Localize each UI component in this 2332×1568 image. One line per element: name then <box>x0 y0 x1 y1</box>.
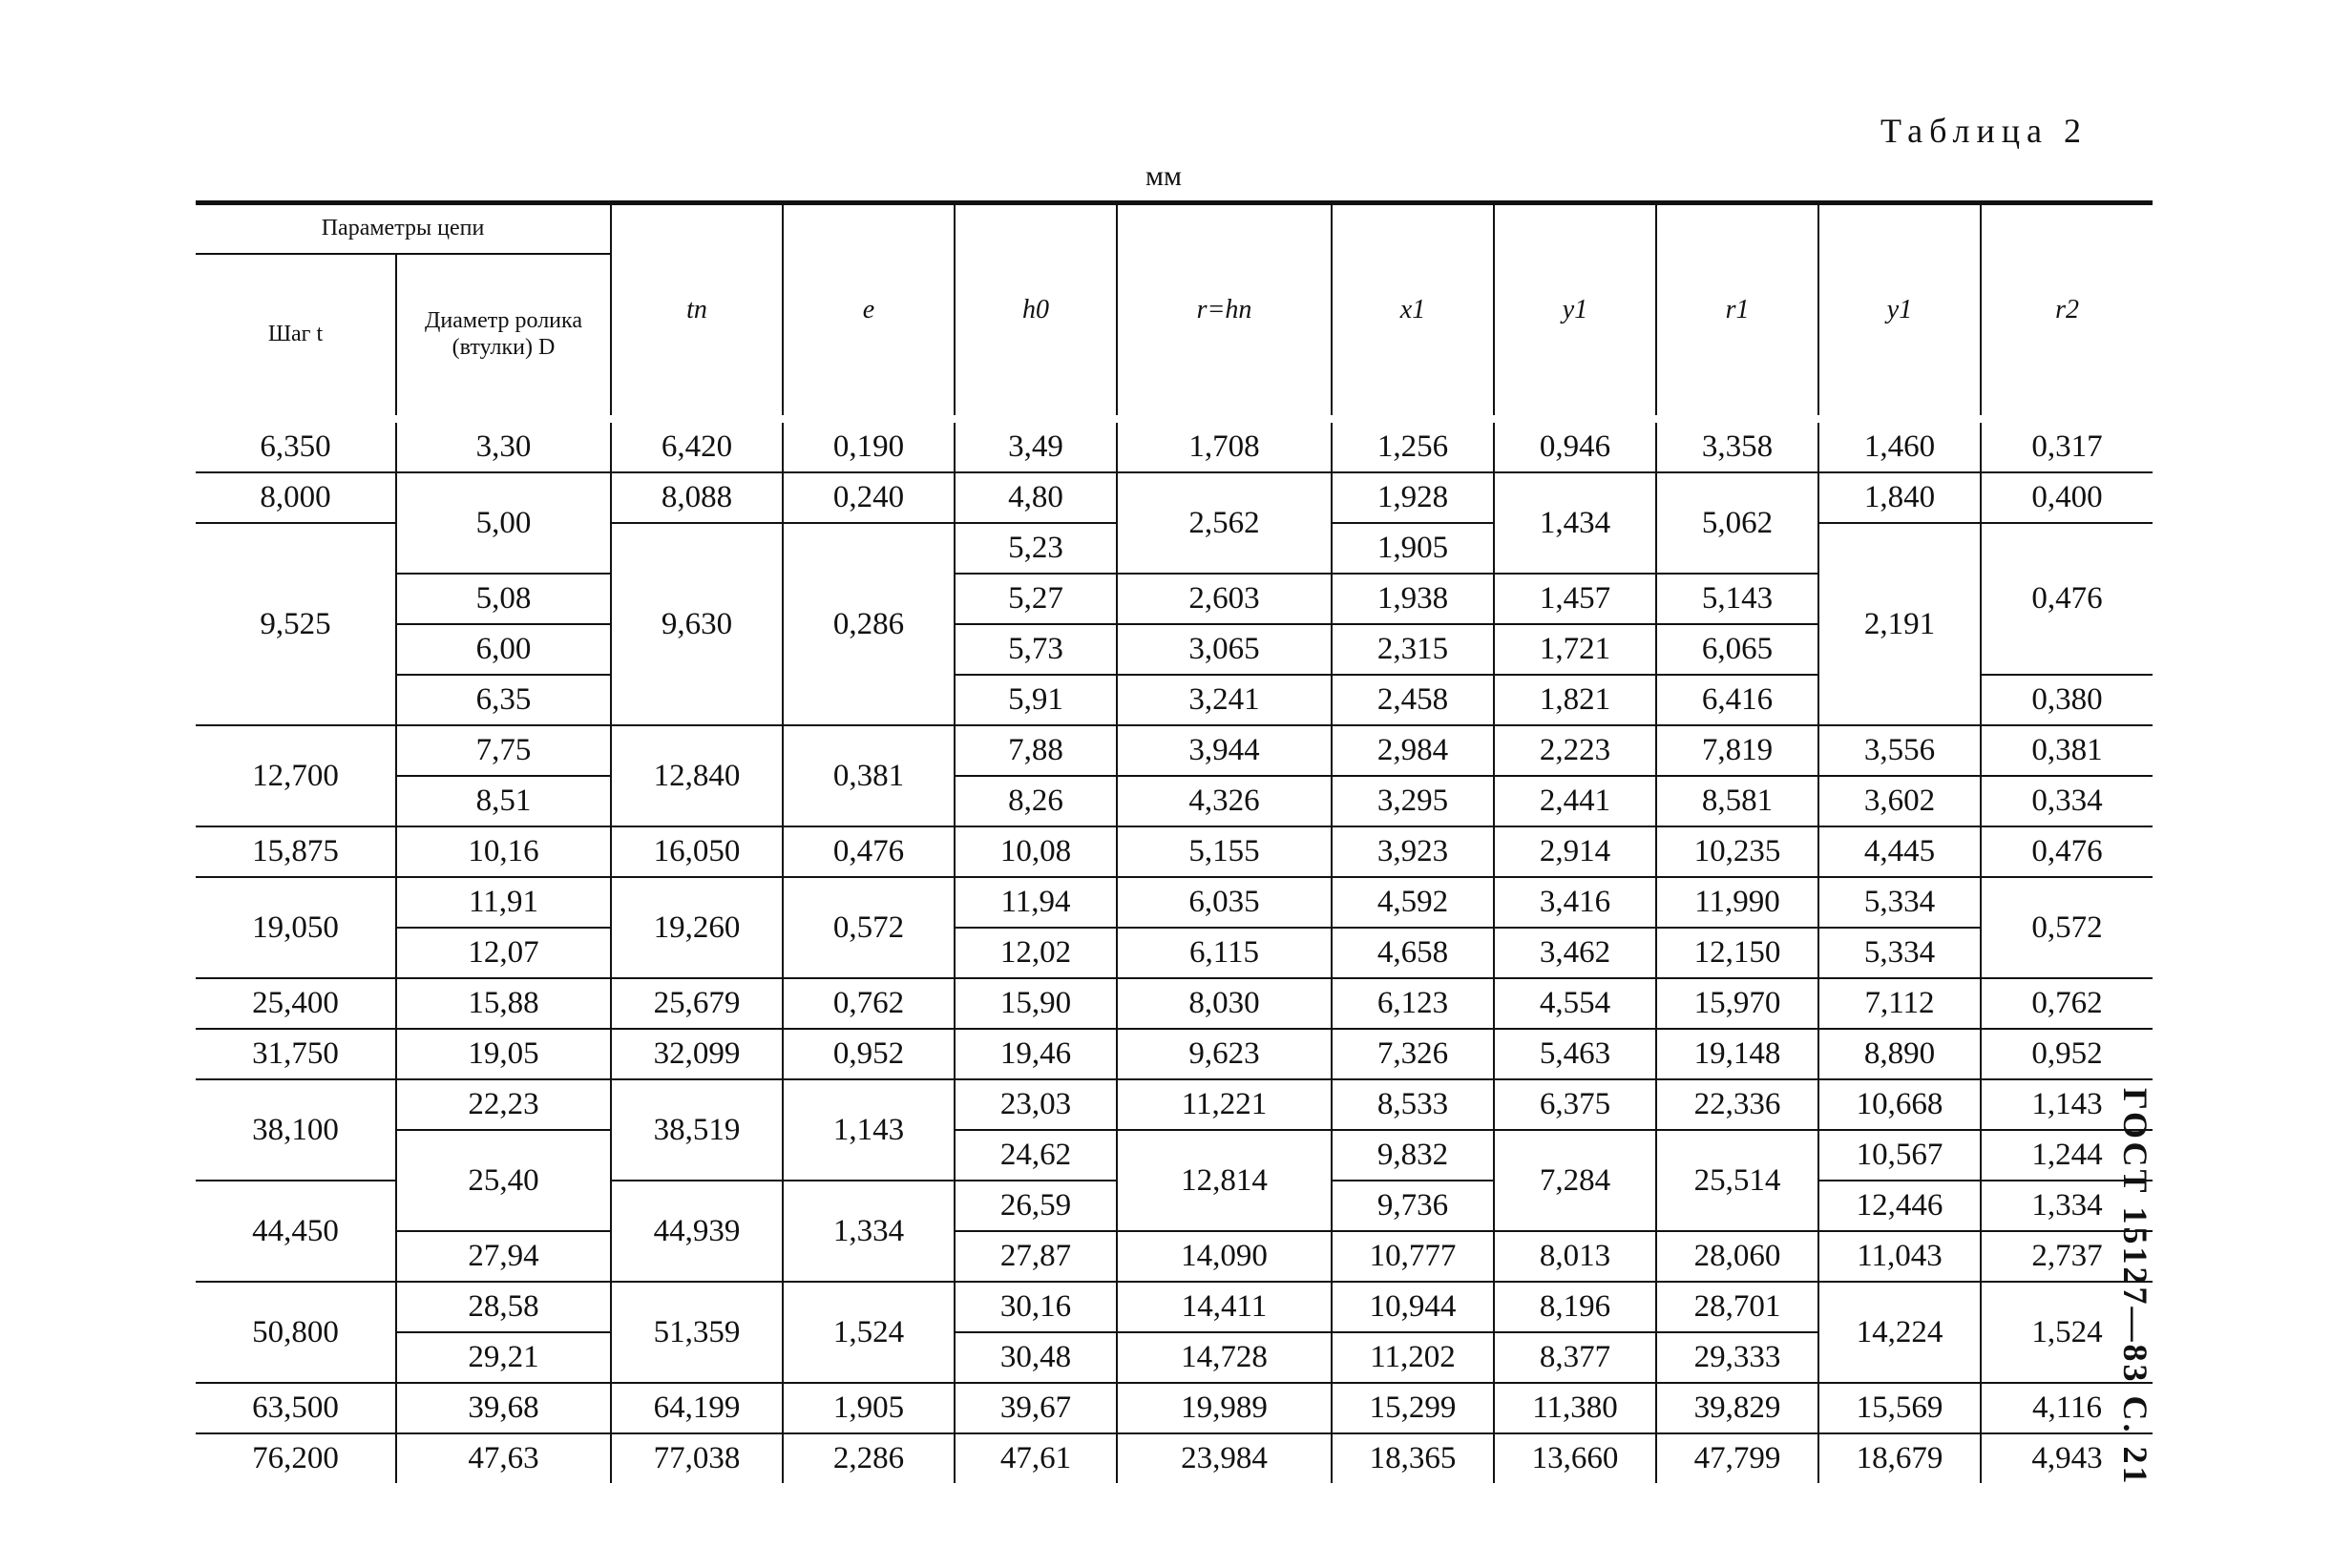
table-cell: 12,446 <box>1818 1181 1981 1231</box>
table-cell: 12,840 <box>611 725 783 826</box>
table-cell: 12,150 <box>1656 928 1818 978</box>
table-cell: 39,68 <box>396 1383 611 1433</box>
table-cell: 0,762 <box>1981 978 2153 1029</box>
table-row <box>196 877 2153 928</box>
table-cell: 14,411 <box>1117 1282 1332 1332</box>
col-header-y1: y1 <box>1494 203 1656 420</box>
table-cell: 5,00 <box>396 472 611 574</box>
table-cell: 0,381 <box>783 725 955 826</box>
table-cell: 0,381 <box>1981 725 2153 776</box>
table-cell: 14,728 <box>1117 1332 1332 1383</box>
table-cell: 10,944 <box>1332 1282 1494 1332</box>
table-cell: 3,923 <box>1332 826 1494 877</box>
table-cell: 25,514 <box>1656 1130 1818 1231</box>
table-cell: 44,450 <box>196 1181 396 1282</box>
unit-label: мм <box>1145 160 1182 192</box>
table-cell: 28,58 <box>396 1282 611 1332</box>
table-cell: 13,660 <box>1494 1433 1656 1483</box>
table-row <box>196 725 2153 776</box>
table-cell: 25,40 <box>396 1130 611 1231</box>
table-cell: 14,090 <box>1117 1231 1332 1282</box>
table-cell: 5,08 <box>396 574 611 624</box>
table-cell: 29,21 <box>396 1332 611 1383</box>
table-cell: 1,460 <box>1818 419 1981 472</box>
table-cell: 6,035 <box>1117 877 1332 928</box>
table-cell: 4,592 <box>1332 877 1494 928</box>
table-cell: 8,533 <box>1332 1079 1494 1130</box>
table-cell: 2,914 <box>1494 826 1656 877</box>
table-cell: 8,26 <box>955 776 1117 826</box>
table-cell: 7,819 <box>1656 725 1818 776</box>
table-cell: 2,984 <box>1332 725 1494 776</box>
table-row <box>196 472 2153 523</box>
table-cell: 39,67 <box>955 1383 1117 1433</box>
table-cell: 5,73 <box>955 624 1117 675</box>
table-cell: 0,952 <box>1981 1029 2153 1079</box>
table-cell: 9,736 <box>1332 1181 1494 1231</box>
table-cell: 6,420 <box>611 419 783 472</box>
table-cell: 23,03 <box>955 1079 1117 1130</box>
table-cell: 3,065 <box>1117 624 1332 675</box>
table-cell: 6,350 <box>196 419 396 472</box>
table-cell: 2,458 <box>1332 675 1494 725</box>
table-cell: 1,928 <box>1332 472 1494 523</box>
table-cell: 12,07 <box>396 928 611 978</box>
table-row <box>196 776 2153 826</box>
table-cell: 7,75 <box>396 725 611 776</box>
table-cell: 10,567 <box>1818 1130 1981 1181</box>
table-cell: 3,358 <box>1656 419 1818 472</box>
table-cell: 0,476 <box>1981 826 2153 877</box>
table-cell: 19,989 <box>1117 1383 1332 1433</box>
table-cell: 1,524 <box>1981 1282 2153 1383</box>
table-cell: 1,143 <box>1981 1079 2153 1130</box>
table-cell: 6,35 <box>396 675 611 725</box>
table-cell: 2,603 <box>1117 574 1332 624</box>
col-header-tn: tn <box>611 203 783 420</box>
table-cell: 0,572 <box>1981 877 2153 978</box>
table-cell: 9,832 <box>1332 1130 1494 1181</box>
table-cell: 18,679 <box>1818 1433 1981 1483</box>
table-title: Таблица 2 <box>1880 112 2088 150</box>
table-cell: 1,938 <box>1332 574 1494 624</box>
table-cell: 12,814 <box>1117 1130 1332 1231</box>
col-header-r1: r1 <box>1656 203 1818 420</box>
table-cell: 39,829 <box>1656 1383 1818 1433</box>
table-cell: 4,658 <box>1332 928 1494 978</box>
chain-parameters-table <box>196 200 2154 1487</box>
table-cell: 0,476 <box>783 826 955 877</box>
table-cell: 7,284 <box>1494 1130 1656 1231</box>
table-cell: 3,241 <box>1117 675 1332 725</box>
table-cell: 9,623 <box>1117 1029 1332 1079</box>
table-cell: 11,990 <box>1656 877 1818 928</box>
table-cell: 11,221 <box>1117 1079 1332 1130</box>
table-cell: 3,944 <box>1117 725 1332 776</box>
table-cell: 19,148 <box>1656 1029 1818 1079</box>
table-cell: 0,240 <box>783 472 955 523</box>
table-cell: 8,013 <box>1494 1231 1656 1282</box>
table-cell: 11,043 <box>1818 1231 1981 1282</box>
table-cell: 0,572 <box>783 877 955 978</box>
table-cell: 2,441 <box>1494 776 1656 826</box>
table-row <box>196 826 2153 877</box>
table-cell: 9,630 <box>611 523 783 725</box>
table-cell: 12,700 <box>196 725 396 826</box>
table-cell: 28,701 <box>1656 1282 1818 1332</box>
table-cell: 25,400 <box>196 978 396 1029</box>
table-cell: 32,099 <box>611 1029 783 1079</box>
table-cell: 38,100 <box>196 1079 396 1181</box>
table-cell: 6,065 <box>1656 624 1818 675</box>
col-header-y1-second: y1 <box>1818 203 1981 420</box>
table-cell: 8,030 <box>1117 978 1332 1029</box>
table-cell: 1,457 <box>1494 574 1656 624</box>
table-cell: 0,317 <box>1981 419 2153 472</box>
col-header-roller-diameter: Диаметр ролика (втулки) D <box>396 254 611 419</box>
table-cell: 25,679 <box>611 978 783 1029</box>
table-cell: 4,943 <box>1981 1433 2153 1483</box>
table-cell: 15,88 <box>396 978 611 1029</box>
table-cell: 3,295 <box>1332 776 1494 826</box>
table-cell: 31,750 <box>196 1029 396 1079</box>
table-cell: 8,51 <box>396 776 611 826</box>
table-cell: 24,62 <box>955 1130 1117 1181</box>
table-cell: 30,16 <box>955 1282 1117 1332</box>
col-header-r-hn: r=hn <box>1117 203 1332 420</box>
table-cell: 5,23 <box>955 523 1117 574</box>
table-cell: 27,87 <box>955 1231 1117 1282</box>
table-cell: 5,334 <box>1818 928 1981 978</box>
table-cell: 2,191 <box>1818 523 1981 725</box>
table-cell: 4,554 <box>1494 978 1656 1029</box>
table-cell: 15,90 <box>955 978 1117 1029</box>
table-cell: 16,050 <box>611 826 783 877</box>
table-cell: 29,333 <box>1656 1332 1818 1383</box>
table-cell: 8,581 <box>1656 776 1818 826</box>
group-header-chain-parameters: Параметры цепи <box>196 203 611 255</box>
table-cell: 23,984 <box>1117 1433 1332 1483</box>
table-cell: 2,315 <box>1332 624 1494 675</box>
table-cell: 10,08 <box>955 826 1117 877</box>
table-cell: 0,380 <box>1981 675 2153 725</box>
table-cell: 4,326 <box>1117 776 1332 826</box>
table-cell: 8,088 <box>611 472 783 523</box>
table-cell: 1,524 <box>783 1282 955 1383</box>
table-cell: 8,890 <box>1818 1029 1981 1079</box>
table-cell: 47,63 <box>396 1433 611 1483</box>
table-cell: 5,062 <box>1656 472 1818 574</box>
table-cell: 8,000 <box>196 472 396 523</box>
table-cell: 2,223 <box>1494 725 1656 776</box>
table-cell: 1,721 <box>1494 624 1656 675</box>
table-cell: 47,799 <box>1656 1433 1818 1483</box>
table-cell: 6,416 <box>1656 675 1818 725</box>
table-cell: 11,202 <box>1332 1332 1494 1383</box>
table-cell: 5,463 <box>1494 1029 1656 1079</box>
table-cell: 19,050 <box>196 877 396 978</box>
table-cell: 51,359 <box>611 1282 783 1383</box>
table-cell: 15,875 <box>196 826 396 877</box>
table-cell: 1,840 <box>1818 472 1981 523</box>
table-cell: 26,59 <box>955 1181 1117 1231</box>
table-cell: 3,556 <box>1818 725 1981 776</box>
table-cell: 15,569 <box>1818 1383 1981 1433</box>
table-cell: 30,48 <box>955 1332 1117 1383</box>
table-cell: 63,500 <box>196 1383 396 1433</box>
table-cell: 10,668 <box>1818 1079 1981 1130</box>
table-cell: 1,905 <box>783 1383 955 1433</box>
table-cell: 7,326 <box>1332 1029 1494 1079</box>
table-cell: 0,400 <box>1981 472 2153 523</box>
table-row <box>196 1130 2153 1181</box>
table-cell: 6,115 <box>1117 928 1332 978</box>
table-cell: 5,334 <box>1818 877 1981 928</box>
table-cell: 7,112 <box>1818 978 1981 1029</box>
table-cell: 10,235 <box>1656 826 1818 877</box>
table-cell: 76,200 <box>196 1433 396 1483</box>
col-header-e: e <box>783 203 955 420</box>
table-cell: 19,05 <box>396 1029 611 1079</box>
table-cell: 19,46 <box>955 1029 1117 1079</box>
table-cell: 11,94 <box>955 877 1117 928</box>
table-cell: 0,946 <box>1494 419 1656 472</box>
table-cell: 3,462 <box>1494 928 1656 978</box>
table-cell: 6,375 <box>1494 1079 1656 1130</box>
table-cell: 5,143 <box>1656 574 1818 624</box>
table-cell: 3,30 <box>396 419 611 472</box>
table-cell: 44,939 <box>611 1181 783 1282</box>
table-row <box>196 1029 2153 1079</box>
table-row <box>196 1282 2153 1332</box>
table-cell: 10,16 <box>396 826 611 877</box>
table-row <box>196 978 2153 1029</box>
standard-page-label: ГОСТ 15127—83 С. 21 <box>2116 1088 2154 1487</box>
table-cell: 4,80 <box>955 472 1117 523</box>
table-cell: 1,143 <box>783 1079 955 1181</box>
col-header-pitch: Шаг t <box>196 254 396 419</box>
table-cell: 6,00 <box>396 624 611 675</box>
table-cell: 15,970 <box>1656 978 1818 1029</box>
table-cell: 12,02 <box>955 928 1117 978</box>
table-cell: 1,334 <box>783 1181 955 1282</box>
table-cell: 64,199 <box>611 1383 783 1433</box>
table-cell: 1,434 <box>1494 472 1656 574</box>
table-cell: 7,88 <box>955 725 1117 776</box>
table-cell: 19,260 <box>611 877 783 978</box>
table-cell: 22,23 <box>396 1079 611 1130</box>
table-cell: 1,905 <box>1332 523 1494 574</box>
table-cell: 14,224 <box>1818 1282 1981 1383</box>
table-row <box>196 928 2153 978</box>
table-cell: 4,445 <box>1818 826 1981 877</box>
table-cell: 1,244 <box>1981 1130 2153 1181</box>
table-cell: 0,762 <box>783 978 955 1029</box>
table-cell: 77,038 <box>611 1433 783 1483</box>
table-cell: 2,286 <box>783 1433 955 1483</box>
table-cell: 1,708 <box>1117 419 1332 472</box>
table-cell: 0,476 <box>1981 523 2153 675</box>
table-cell: 11,380 <box>1494 1383 1656 1433</box>
table-cell: 9,525 <box>196 523 396 725</box>
table-cell: 0,286 <box>783 523 955 725</box>
table-body <box>196 419 2154 1487</box>
table-row <box>196 1383 2153 1433</box>
table-cell: 6,123 <box>1332 978 1494 1029</box>
table-cell: 8,196 <box>1494 1282 1656 1332</box>
table-cell: 11,91 <box>396 877 611 928</box>
table-row <box>196 419 2153 472</box>
table-cell: 50,800 <box>196 1282 396 1383</box>
col-header-x1: x1 <box>1332 203 1494 420</box>
table-cell: 0,952 <box>783 1029 955 1079</box>
table-cell: 18,365 <box>1332 1433 1494 1483</box>
table-cell: 8,377 <box>1494 1332 1656 1383</box>
table-cell: 2,737 <box>1981 1231 2153 1282</box>
col-header-h0: h0 <box>955 203 1117 420</box>
table-row <box>196 1231 2153 1282</box>
table-row <box>196 1079 2153 1130</box>
table-cell: 38,519 <box>611 1079 783 1181</box>
table-cell: 2,562 <box>1117 472 1332 574</box>
table-cell: 15,299 <box>1332 1383 1494 1433</box>
table-cell: 1,334 <box>1981 1181 2153 1231</box>
table-cell: 47,61 <box>955 1433 1117 1483</box>
table-cell: 1,256 <box>1332 419 1494 472</box>
table-cell: 5,155 <box>1117 826 1332 877</box>
table-cell: 27,94 <box>396 1231 611 1282</box>
table-cell: 5,27 <box>955 574 1117 624</box>
table-cell: 1,821 <box>1494 675 1656 725</box>
table-cell: 4,116 <box>1981 1383 2153 1433</box>
table-cell: 3,416 <box>1494 877 1656 928</box>
table-cell: 5,91 <box>955 675 1117 725</box>
table-cell: 0,190 <box>783 419 955 472</box>
table-row <box>196 1433 2153 1483</box>
table-cell: 3,49 <box>955 419 1117 472</box>
table-cell: 10,777 <box>1332 1231 1494 1282</box>
table-cell: 28,060 <box>1656 1231 1818 1282</box>
col-header-r2: r2 <box>1981 203 2153 420</box>
table-cell: 22,336 <box>1656 1079 1818 1130</box>
table-cell: 3,602 <box>1818 776 1981 826</box>
table-cell: 0,334 <box>1981 776 2153 826</box>
